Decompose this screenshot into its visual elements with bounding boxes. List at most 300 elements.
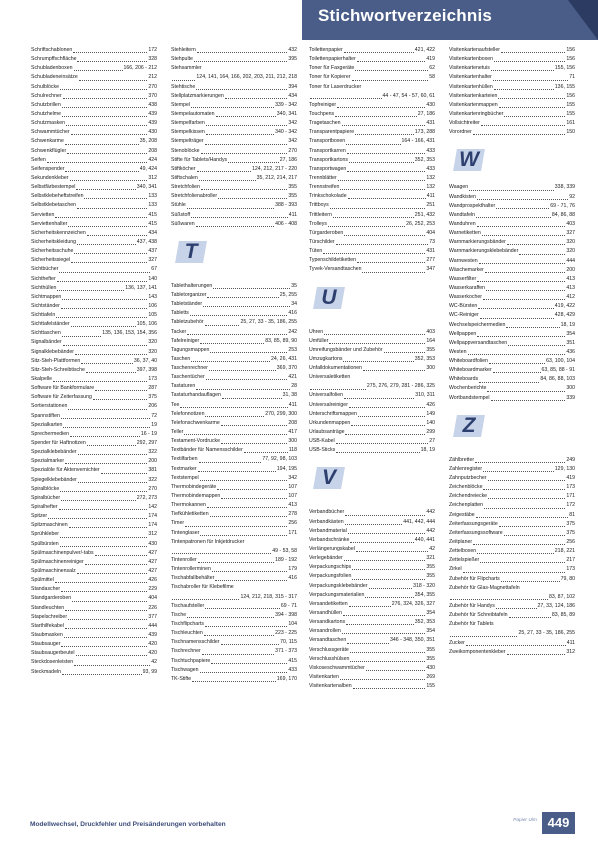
index-term: Tischleuchten — [171, 630, 203, 637]
dot-leader — [77, 573, 148, 574]
index-term: Tiefkühletiketten — [171, 511, 209, 518]
index-entry — [449, 101, 575, 110]
index-term: Zeichenplatten — [449, 502, 484, 509]
page-ref: 136, 155 — [554, 83, 575, 90]
index-entry — [309, 346, 435, 355]
page-ref: 411 — [288, 401, 297, 408]
index-term: Stempelträger — [171, 138, 204, 145]
page-ref: 67 — [151, 266, 157, 273]
index-entry — [449, 565, 575, 574]
page-ref: 351 — [566, 339, 575, 346]
index-entry — [171, 192, 297, 201]
page-ref: 164 - 166, 431 — [401, 138, 435, 145]
page-ref: 107 — [288, 493, 297, 500]
index-term: Tische — [171, 611, 187, 618]
index-term: Thermobindegeräte — [171, 483, 217, 490]
index-term: Tischnamensschilder — [171, 639, 220, 646]
dot-leader — [349, 162, 414, 163]
page-ref: 200 — [566, 266, 575, 273]
page-ref: 83, 87, 102 — [549, 593, 575, 600]
index-entry — [171, 291, 297, 300]
page-ref: 84, 86, 88 — [551, 211, 575, 218]
index-entry — [309, 119, 435, 128]
dot-leader — [350, 652, 426, 653]
dot-leader — [199, 180, 256, 181]
page-ref: 63, 100, 104 — [546, 358, 575, 365]
index-entry — [449, 611, 575, 620]
letter-badge — [455, 415, 483, 437]
page-ref: 328 — [148, 56, 157, 63]
index-term: Tabletts — [171, 310, 189, 317]
index-entry — [449, 55, 575, 64]
index-term: Zweikomponentenkleber — [449, 648, 506, 655]
index-entry — [449, 375, 575, 384]
dot-leader — [477, 553, 554, 554]
index-entry — [309, 392, 435, 401]
index-term: USB-Kabel — [309, 438, 335, 445]
page-ref: 206 — [148, 403, 157, 410]
dot-leader — [65, 610, 147, 611]
index-entry — [309, 627, 435, 636]
dot-leader — [349, 407, 425, 408]
dot-leader — [225, 98, 288, 99]
index-entry — [309, 636, 435, 645]
dot-leader — [337, 107, 425, 108]
index-term: Schulblöcke — [31, 83, 59, 90]
index-term: Zeiterfassungssoftware — [449, 529, 503, 536]
index-column-4 — [449, 46, 575, 657]
page-ref: 381 — [148, 467, 157, 474]
index-term: Spülmaschinenreiniger — [31, 558, 84, 565]
index-entry — [171, 620, 297, 629]
index-entry — [309, 328, 435, 337]
page-ref: 129, 130 — [554, 465, 575, 472]
index-entry — [31, 64, 157, 73]
page-ref: 412 — [566, 294, 575, 301]
dot-leader — [65, 171, 138, 172]
page-ref: 251 — [426, 202, 435, 209]
page-ref: 430 — [426, 101, 435, 108]
index-entry — [31, 92, 157, 101]
index-term: Urkundenmappen — [309, 419, 351, 426]
index-entry — [449, 483, 575, 492]
index-term: Spiegelklebebänder — [31, 476, 77, 483]
index-term: Typenschildetiketten — [309, 257, 357, 264]
page-ref: 156 — [566, 46, 575, 53]
dot-leader — [347, 643, 389, 644]
page-ref: 312 — [148, 174, 157, 181]
page-ref: 16 - 19 — [140, 430, 157, 437]
index-term: Whiteboardfolien — [449, 358, 488, 365]
index-term: Trittleitern — [309, 211, 332, 218]
page-ref: 440, 441 — [414, 536, 435, 543]
dot-leader — [192, 681, 276, 682]
page-ref: 253 — [288, 346, 297, 353]
index-entry — [31, 83, 157, 92]
index-entry — [309, 364, 435, 373]
page-ref: 415 — [288, 657, 297, 664]
dot-leader — [210, 516, 288, 517]
index-term: Skalpelle — [31, 376, 53, 383]
dot-leader — [207, 507, 287, 508]
dot-leader — [87, 235, 148, 236]
dot-leader — [61, 418, 150, 419]
page-ref: 35 — [291, 282, 297, 289]
index-entry — [171, 364, 297, 373]
index-entry — [31, 339, 157, 348]
dot-leader — [356, 551, 428, 552]
index-term: Süßwaren — [171, 220, 195, 227]
page-ref: 104 — [288, 621, 297, 627]
index-term: Unfalldokumentationen — [309, 365, 363, 372]
letter-badge-char: T — [184, 239, 198, 263]
dot-leader — [196, 389, 290, 390]
index-term: Seifenspender — [31, 165, 65, 172]
index-entry — [31, 631, 157, 640]
index-term: Spülbürsten — [31, 540, 59, 547]
index-term: Stehleitern — [171, 46, 196, 53]
index-term: Sichtbücher — [31, 266, 59, 273]
dot-leader — [187, 617, 274, 618]
index-term: Schriftschablonen — [31, 46, 73, 53]
index-term: Tintenpatronen für Inkjetdrucker — [171, 538, 245, 545]
dot-leader — [211, 663, 287, 664]
index-term: Transportkarren — [309, 147, 346, 154]
page-ref: 140 — [426, 419, 435, 426]
index-entry — [31, 439, 157, 448]
page-ref: 270 — [148, 485, 157, 492]
index-term: Staubmasken — [31, 631, 63, 638]
dot-leader — [345, 434, 425, 435]
page-ref: 369, 370 — [276, 365, 297, 372]
index-entry — [309, 137, 435, 146]
index-entry — [309, 128, 435, 137]
page-ref: 320 — [566, 248, 575, 255]
dot-leader — [477, 336, 565, 337]
dot-leader — [79, 80, 148, 81]
page-ref: 355 — [426, 655, 435, 662]
index-entry — [449, 110, 575, 119]
index-term: Tabletorganizer — [171, 291, 207, 298]
page-ref: 27 — [429, 438, 435, 445]
page-ref: 355 — [426, 573, 435, 580]
index-term: Wochenberichte — [449, 385, 487, 392]
index-term: Stretchfolien — [171, 184, 200, 191]
dot-leader — [210, 352, 287, 353]
index-entry — [309, 545, 435, 554]
index-term: Schutzhelme — [31, 110, 61, 117]
index-term: Süßstoff — [171, 211, 191, 218]
index-entry — [171, 638, 297, 647]
index-term: Trinkschokolade — [309, 193, 347, 200]
page-ref: 278 — [288, 511, 297, 518]
dot-leader — [205, 608, 280, 609]
page-ref: 421 — [288, 374, 297, 381]
page-ref: 63, 85, 88 - 91 — [541, 367, 575, 374]
page-ref: 370 — [148, 92, 157, 99]
dot-leader — [62, 116, 147, 117]
page-ref: 354 — [426, 628, 435, 635]
index-term: Zeiterfassungsgeräte — [449, 520, 498, 527]
index-entry — [449, 511, 575, 520]
page-ref: 72 — [151, 412, 157, 419]
dot-leader — [93, 399, 148, 400]
page-ref: 149 — [426, 410, 435, 417]
dot-leader — [480, 318, 554, 319]
dot-leader — [344, 398, 414, 399]
index-term: Sicherheitsschuhe — [31, 248, 74, 255]
index-term: Tee — [171, 401, 180, 408]
index-entry — [309, 355, 435, 364]
index-term: Schulrechner — [31, 92, 62, 99]
index-entry — [309, 73, 435, 82]
page-ref: 49, 424 — [139, 165, 157, 172]
dot-leader — [74, 665, 150, 666]
index-term: Servietten — [31, 211, 55, 218]
page-ref: 427 — [148, 568, 157, 574]
index-columns — [31, 46, 576, 821]
page-ref: 441, 442, 444 — [403, 518, 435, 525]
dot-leader — [70, 436, 140, 437]
index-term: Toner für Faxgeräte — [309, 65, 355, 72]
page-ref: 375 — [566, 529, 575, 536]
index-term: Starthilfekabel — [31, 622, 64, 629]
page-ref: 173 — [148, 376, 157, 383]
index-term: Tischaufsteller — [171, 602, 205, 609]
dot-leader — [62, 107, 148, 108]
dot-leader — [172, 553, 271, 554]
page-ref: 272, 273 — [136, 494, 157, 501]
index-entry — [171, 318, 297, 327]
index-entry — [31, 421, 157, 430]
dot-leader — [77, 208, 147, 209]
dot-leader — [203, 306, 290, 307]
dot-leader — [355, 134, 414, 135]
index-entry — [449, 474, 575, 483]
index-entry — [309, 536, 435, 545]
page-ref: 320 — [566, 239, 575, 246]
index-entry — [449, 602, 575, 611]
index-entry — [31, 668, 157, 677]
index-entry — [449, 211, 575, 220]
index-entry — [31, 448, 157, 457]
index-term: Versandrollen — [309, 628, 341, 635]
dot-leader — [59, 272, 150, 273]
page-ref: 226 — [148, 604, 157, 611]
page-ref: 36, 37, 40 — [133, 357, 157, 364]
index-term: Zeigestäbe — [449, 511, 475, 518]
index-term: Verbandbücher — [309, 509, 345, 516]
index-entry — [171, 602, 297, 611]
index-term: Zettelboxen — [449, 548, 477, 555]
dot-leader — [202, 654, 274, 655]
index-term: Spülmittel — [31, 577, 54, 584]
index-entry — [31, 649, 157, 658]
index-entry — [31, 503, 157, 512]
index-entry — [309, 165, 435, 174]
index-term: Wäschemarker — [449, 266, 484, 273]
dot-leader — [491, 400, 566, 401]
dot-leader — [499, 107, 566, 108]
page-ref: 339 — [566, 394, 575, 401]
dot-leader — [196, 89, 287, 90]
dot-leader — [191, 361, 270, 362]
dot-leader — [351, 425, 425, 426]
letter-badge-char: W — [459, 148, 479, 172]
index-term: Tischabfallbehälter — [171, 575, 215, 582]
page-ref: 155 — [426, 683, 435, 690]
index-term: Verlängerungskabel — [309, 546, 355, 553]
page-ref: 338, 339 — [554, 184, 575, 191]
letter-badge-char: Z — [462, 413, 476, 437]
dot-leader — [66, 125, 147, 126]
index-term: Zahlenregister — [449, 465, 483, 472]
dot-leader — [47, 162, 148, 163]
index-entry — [31, 137, 157, 146]
index-term: Sprechermedien — [31, 430, 70, 437]
page-ref: 155 — [566, 101, 575, 108]
page-ref: 415 — [148, 211, 157, 218]
index-entry — [449, 266, 575, 275]
index-term: Visitenkartenaufsteller — [449, 46, 500, 53]
index-term: Selbstklebetaschen — [31, 202, 76, 209]
dot-leader — [353, 688, 426, 689]
page-ref: 413 — [566, 275, 575, 282]
dot-leader — [56, 317, 147, 318]
page-ref: 428, 429 — [554, 312, 575, 319]
index-term: Steckmadeln — [31, 668, 61, 675]
index-entry — [171, 556, 297, 565]
page-ref: 223 - 225 — [275, 630, 297, 637]
page-ref: 71 — [569, 74, 575, 81]
index-term: Transportkartons — [309, 156, 349, 163]
index-entry — [31, 521, 157, 530]
index-term: Taschentücher — [171, 374, 205, 381]
dot-leader — [483, 471, 554, 472]
dot-leader — [62, 299, 147, 300]
index-term: Tischflipcharts — [171, 621, 204, 627]
page-ref: 173, 288 — [414, 129, 435, 136]
index-term: Stempelkissen — [171, 129, 205, 136]
index-entry — [31, 256, 157, 265]
dot-leader — [63, 98, 148, 99]
index-term: Visitenkartenboxen — [449, 56, 494, 63]
index-term: Viskoseschwammtücher — [309, 664, 365, 671]
page-ref: 388 - 393 — [275, 202, 297, 209]
index-term: Westen — [449, 348, 467, 355]
index-entry — [171, 492, 297, 501]
index-entry — [31, 540, 157, 549]
page-ref: 340, 341 — [136, 184, 157, 191]
index-term: Tragetaschen — [309, 120, 341, 127]
page-ref: 132 — [426, 174, 435, 181]
dot-leader — [482, 235, 566, 236]
dot-leader — [221, 443, 287, 444]
index-term: Warnmarkierungsbänder — [449, 239, 506, 246]
page-ref: 77, 92, 98, 103 — [262, 456, 297, 463]
dot-leader — [71, 326, 136, 327]
index-entry — [171, 156, 297, 165]
index-term: Sicherheitssiegel — [31, 257, 71, 264]
index-entry — [309, 618, 435, 627]
index-entry — [31, 174, 157, 183]
index-term: Signalklebebänder — [31, 348, 74, 355]
dot-leader — [198, 471, 276, 472]
index-term: Umfüller — [309, 337, 329, 344]
page-ref: 419 — [566, 475, 575, 482]
dot-leader — [200, 480, 288, 481]
index-term: Signalbänder — [31, 339, 62, 346]
dot-leader — [493, 80, 568, 81]
index-entry — [449, 73, 575, 82]
index-term: Verlegebänder — [309, 555, 343, 562]
index-entry — [31, 457, 157, 466]
index-entry — [171, 455, 297, 464]
page-ref: 155 — [566, 110, 575, 117]
page-ref: 133 — [148, 193, 157, 200]
index-term: Sichtständer — [31, 302, 60, 309]
index-entry — [449, 119, 575, 128]
dot-leader — [63, 427, 150, 428]
index-term: Toilettenpapier — [309, 46, 343, 53]
index-term: Wellpappversandtaschen — [449, 339, 508, 346]
index-entry — [309, 673, 435, 682]
index-entry — [449, 311, 575, 320]
dot-leader — [336, 452, 419, 453]
index-term: Verschlussgeräte — [309, 646, 349, 653]
dot-leader — [191, 107, 274, 108]
index-term: Visitenkartenalben — [309, 683, 352, 690]
index-term: Visitenkartenhalter — [449, 74, 492, 81]
index-term: Zubehör für Schreibtafeln — [449, 612, 508, 619]
page-ref: 70, 115 — [280, 639, 297, 646]
index-term: Stenoblöcke — [171, 147, 200, 154]
page-ref: 27, 33, 124, 186 — [537, 603, 575, 610]
dot-leader — [328, 226, 405, 227]
dot-leader — [507, 654, 566, 655]
index-entry — [449, 556, 575, 565]
dot-leader — [450, 599, 548, 600]
dot-leader — [345, 524, 403, 525]
page-ref: 69 - 71 — [280, 602, 297, 609]
page-ref: 439 — [148, 110, 157, 117]
index-term: Standgarderoben — [31, 595, 72, 602]
index-entry — [31, 302, 157, 311]
page-ref: 18, 19 — [560, 321, 575, 328]
dot-leader — [480, 562, 565, 563]
index-entry — [171, 519, 297, 528]
index-entry — [31, 128, 157, 137]
index-entry — [449, 229, 575, 238]
dot-leader — [61, 646, 147, 647]
index-entry — [309, 664, 435, 673]
page-ref: 342 — [288, 138, 297, 145]
dot-leader — [357, 262, 425, 263]
page-ref: 156 — [566, 56, 575, 63]
page-ref: 444 — [566, 257, 575, 264]
dot-leader — [344, 560, 426, 561]
page-ref: 208 — [148, 147, 157, 154]
index-term: WC-Bürsten — [449, 303, 478, 310]
dot-leader — [216, 116, 276, 117]
index-term: Stempelfarben — [171, 120, 205, 127]
page-ref: 404 — [426, 229, 435, 236]
index-term: Textbänder für Namensschilder — [171, 447, 243, 454]
index-term: Thermokannen — [171, 502, 206, 509]
dot-leader — [77, 61, 147, 62]
page-ref: 169, 170 — [276, 675, 297, 682]
index-entry — [171, 83, 297, 92]
